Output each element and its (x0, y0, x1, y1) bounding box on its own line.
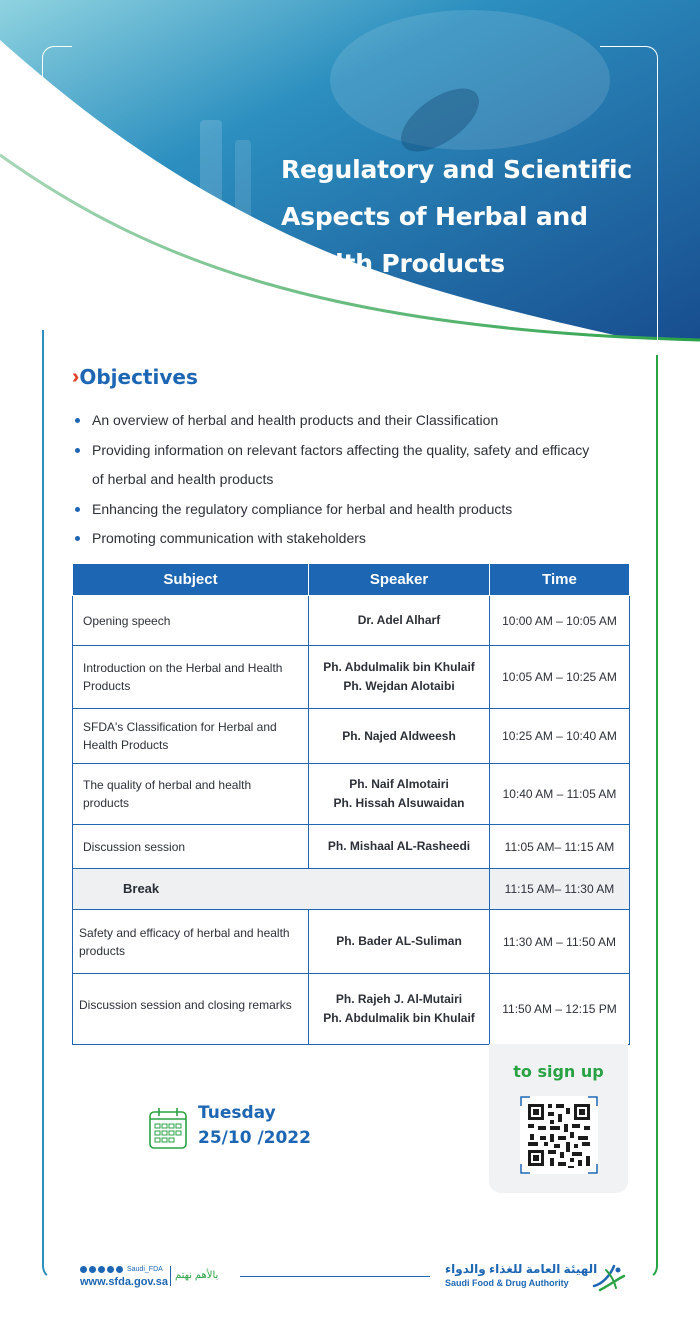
subject-cell: Opening speech (73, 596, 309, 646)
hero-banner (0, 0, 700, 360)
speaker-name: Ph. Naif Almotairi (349, 777, 449, 791)
column-header-time: Time (490, 564, 630, 596)
break-row (73, 869, 630, 910)
speaker-cell (309, 825, 490, 869)
speaker-cell (309, 646, 490, 709)
objectives-list (74, 406, 594, 554)
time-cell: 10:05 AM – 10:25 AM (490, 646, 630, 709)
subject-cell: Introduction on the Herbal and Health Products (73, 646, 309, 709)
column-header-subject: Subject (73, 564, 309, 596)
time-cell: 10:25 AM – 10:40 AM (490, 709, 630, 764)
objective-item: Providing information on relevant factors affecting the quality, safety and efficacy of herbal and health products (74, 436, 594, 495)
qr-code-icon[interactable] (520, 1096, 598, 1174)
double-chevron-icon: ›› (72, 365, 74, 388)
speaker-name: Ph. Wejdan Alotaibi (343, 679, 455, 693)
speaker-name: Dr. Adel Alharf (357, 613, 441, 627)
social-icon[interactable] (107, 1266, 114, 1273)
column-header-speaker: Speaker (309, 564, 490, 596)
calendar-icon (148, 1106, 188, 1150)
subject-cell: Discussion session (73, 825, 309, 869)
time-cell: 11:50 AM – 12:15 PM (490, 974, 630, 1045)
social-icon[interactable] (116, 1266, 123, 1273)
objective-item: Enhancing the regulatory compliance for herbal and health products (74, 495, 594, 525)
event-date: 25/10 /2022 (198, 1128, 311, 1148)
time-cell: 11:15 AM– 11:30 AM (490, 869, 630, 910)
table-row (73, 596, 630, 646)
speaker-name: Ph. Mishaal AL-Rasheedi (327, 839, 471, 853)
frame-top-right (600, 46, 658, 346)
speaker-name: Ph. Rajeh J. Al-Mutairi (335, 992, 463, 1006)
speaker-cell (309, 910, 490, 974)
objective-item: An overview of herbal and health products and their Classification (74, 406, 594, 436)
speaker-cell (309, 764, 490, 825)
objective-item: Promoting communication with stakeholders (74, 524, 594, 554)
social-icon[interactable] (80, 1266, 87, 1273)
table-row (73, 974, 630, 1045)
social-icon[interactable] (89, 1266, 96, 1273)
subject-cell: SFDA's Classification for Herbal and Health Products (73, 709, 309, 764)
signup-label: to sign up (513, 1062, 604, 1081)
footer-line-left (240, 1276, 430, 1277)
event-day: Tuesday (198, 1103, 276, 1123)
break-label: Break (73, 869, 490, 910)
speaker-cell (309, 974, 490, 1045)
signup-panel[interactable] (489, 1044, 628, 1193)
objectives-title: Objectives (79, 365, 198, 389)
footer-divider (170, 1266, 171, 1286)
speaker-name: Ph. Abdulmalik bin Khulaif (323, 660, 475, 674)
subject-cell: Safety and efficacy of herbal and health products (73, 910, 309, 974)
frame-left (42, 330, 44, 1255)
table-row (73, 646, 630, 709)
speaker-name: Ph. Abdulmalik bin Khulaif (323, 1011, 475, 1025)
speaker-cell (309, 709, 490, 764)
social-handle: Saudi_FDA (127, 1266, 163, 1273)
subject-cell: Discussion session and closing remarks (73, 974, 309, 1045)
page-title: Regulatory and Scientific Aspects of Herbal and Health Products (281, 155, 632, 278)
slogan: بالأهم نهتم (175, 1270, 219, 1281)
table-row (73, 709, 630, 764)
org-name-arabic: الهيئة العامة للغذاء والدواء (445, 1262, 598, 1276)
agenda-header-row (73, 564, 630, 596)
website-link[interactable]: www.sfda.gov.sa (80, 1276, 169, 1288)
time-cell: 10:00 AM – 10:05 AM (490, 596, 630, 646)
time-cell: 10:40 AM – 11:05 AM (490, 764, 630, 825)
table-row (73, 910, 630, 974)
org-name-english: Saudi Food & Drug Authority (445, 1278, 569, 1288)
time-cell: 11:30 AM – 11:50 AM (490, 910, 630, 974)
table-row (73, 764, 630, 825)
speaker-name: Ph. Hissah Alsuwaidan (333, 796, 465, 810)
sfda-logo (592, 1262, 626, 1292)
frame-top-left (42, 46, 72, 106)
speaker-name: Ph. Bader AL-Suliman (336, 934, 462, 948)
frame-right (656, 355, 658, 1255)
table-row (73, 825, 630, 869)
speaker-cell (309, 596, 490, 646)
social-links (80, 1266, 163, 1273)
speaker-name: Ph. Najed Aldweesh (342, 728, 456, 743)
subject-cell: The quality of herbal and health products (73, 764, 309, 825)
time-cell: 11:05 AM– 11:15 AM (490, 825, 630, 869)
social-icon[interactable] (98, 1266, 105, 1273)
agenda-table (72, 563, 630, 1045)
objectives-heading (72, 365, 198, 389)
